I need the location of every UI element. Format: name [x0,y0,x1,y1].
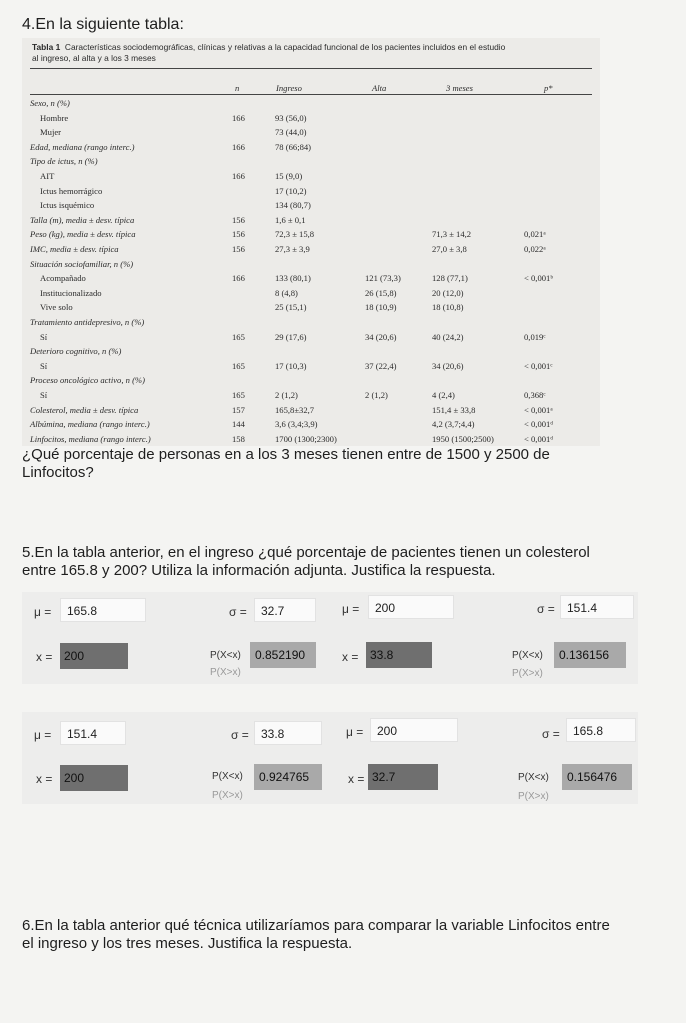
table-cell-ingreso: 17 (10,2) [275,185,307,196]
table-cell-n: 156 [232,229,245,240]
p2-greater-option[interactable]: P(X>x) [518,791,549,802]
table-cell-ingreso: 73 (44,0) [275,127,307,138]
table-cell-ingreso: 25 (15,1) [275,302,307,313]
table-cell-n: 166 [232,171,245,181]
table-cell-p: 0,368ᶜ [524,390,546,400]
x2-input[interactable]: 33.8 [366,642,432,668]
table-cell-ingreso: 1,6 ± 0,1 [275,214,306,225]
x-label: x = [36,650,53,664]
table-cell-n: 166 [232,141,245,152]
table-cell-ingreso: 15 (9,0) [275,171,303,181]
probability2-output: 0.156476 [562,764,632,790]
table-cell-p: < 0,001ᵇ [524,273,553,284]
table-cell-ingreso: 93 (56,0) [275,112,307,123]
table-cell-ingreso: 78 (66;84) [275,141,312,152]
table-row-label: Institucionalizado [40,287,102,298]
table-cell-ingreso: 29 (17,6) [275,331,307,342]
table-row-label: Acompañado [40,273,86,284]
table-cell-meses: 20 (12,0) [432,287,464,298]
table-cell-ingreso: 165,8±32,7 [275,404,315,415]
table-cell-meses: 128 (77,1) [432,273,468,284]
x2-label: x = [348,772,365,786]
mu2-label: μ = [346,725,364,739]
table-cell-p: < 0,001ᵈ [524,433,554,444]
table-cell-p: 0,019ᶜ [524,331,546,342]
table-row-label: Situación sociofamiliar, n (%) [30,258,134,269]
table-cell-n: 158 [232,433,245,444]
table-row-label: Linfocitos, mediana (rango interc.) [30,433,151,444]
table-cell-n: 156 [232,244,245,254]
table-cell-meses: 151,4 ± 33,8 [432,404,476,415]
probability-output: 0.924765 [254,764,322,790]
table-row-label: Tipo de ictus, n (%) [30,156,98,167]
normal-calculator-1 [22,592,638,684]
q6-line2: el ingreso y los tres meses. Justifica la respuesta. [22,935,353,952]
table-row-label: Edad, mediana (rango interc.) [30,141,135,152]
p-greater-option[interactable]: P(X>x) [210,667,241,678]
table-cell-alta: 34 (20,6) [365,331,397,342]
table-row-label: IMC, media ± desv. típica [30,244,119,254]
x-label: x = [36,772,53,786]
table-cell-p: < 0,001ᶜ [524,360,553,371]
table-cell-n: 156 [232,214,245,225]
table-cell-meses: 4 (2,4) [432,390,455,400]
mu2-label: μ = [342,602,360,616]
mu2-input[interactable]: 200 [368,595,454,619]
p2-less-option[interactable]: P(X<x) [512,650,543,661]
table-cell-n: 166 [232,273,245,284]
q4-heading: 4.En la siguiente tabla: [22,16,184,33]
table-row-label: Sí [40,331,48,342]
table-cell-alta: 37 (22,4) [365,360,397,371]
table-cell-ingreso: 1700 (1300;2300) [275,433,337,444]
table-cell-ingreso: 3,6 (3,4;3,9) [275,419,318,430]
table-cell-p: 0,021ᵃ [524,229,546,240]
sigma-input[interactable]: 32.7 [254,598,316,622]
p-greater-option[interactable]: P(X>x) [212,790,243,801]
q5-line2: entre 165.8 y 200? Utiliza la información adjunta. Justifica la respuesta. [22,562,496,579]
table-row-label: AIT [40,171,55,181]
table-row-label: Ictus hemorrágico [40,185,103,196]
sigma2-label: σ = [537,602,555,616]
table-row-label: Deterioro cognitivo, n (%) [30,346,122,357]
table-caption-text: Características sociodemográficas, clínicas y relativas a la capacidad funcional de los pacientes incluidos en el estudio [64,42,506,52]
table-cell-p: < 0,001ᵈ [524,419,554,430]
table-cell-alta: 26 (15,8) [365,287,397,298]
table-cell-alta: 121 (73,3) [365,273,401,284]
q5-line1: 5.En la tabla anterior, en el ingreso ¿qué porcentaje de pacientes tienen un colesterol [22,544,590,561]
sigma-label: σ = [229,605,247,619]
table-row-label: Tratamiento antidepresivo, n (%) [30,317,145,327]
table-top-rule [30,68,592,69]
table-cell-n: 165 [232,331,245,342]
x2-input[interactable]: 32.7 [368,764,438,790]
p2-less-option[interactable]: P(X<x) [518,772,549,783]
table-header-ingreso: Ingreso [276,83,302,93]
table-row-label: Mujer [40,127,62,138]
sigma2-label: σ = [542,727,560,741]
table-cell-ingreso: 72,3 ± 15,8 [275,229,315,240]
table-cell-ingreso: 27,3 ± 3,9 [275,244,310,254]
table-header-3meses: 3 meses [446,83,473,93]
table-cell-n: 144 [232,419,245,430]
sigma2-input[interactable]: 151.4 [560,595,634,619]
q4-question-line2: Linfocitos? [22,464,94,481]
table-row-label: Albúmina, mediana (rango interc.) [30,419,150,430]
x-input[interactable]: 200 [60,643,128,669]
p-less-option[interactable]: P(X<x) [210,650,241,661]
table-cell-alta: 2 (1,2) [365,390,388,400]
mu-label: μ = [34,728,52,742]
table-row-label: Talla (m), media ± desv. típica [30,214,135,225]
table-row-label: Vive solo [40,302,73,313]
p2-greater-option[interactable]: P(X>x) [512,668,543,679]
table-caption-line2: al ingreso, al alta y a los 3 meses [32,53,156,63]
sigma-input[interactable]: 33.8 [254,721,322,745]
table-row-label: Sexo, n (%) [30,98,70,108]
table-cell-n: 166 [232,112,245,123]
table-cell-meses: 4,2 (3,7;4,4) [432,419,475,430]
table-cell-n: 157 [232,404,245,415]
probability-output: 0.852190 [250,642,316,668]
q6-line1: 6.En la tabla anterior qué técnica utilizaríamos para comparar la variable Linfocitos entre [22,917,610,934]
table-header-p: p* [544,83,553,93]
table-row-label: Sí [40,390,48,400]
probability2-output: 0.136156 [554,642,626,668]
mu-input[interactable]: 151.4 [60,721,126,745]
table-cell-ingreso: 8 (4,8) [275,287,298,298]
table-header-rule [30,94,592,95]
table-cell-alta: 18 (10,9) [365,302,397,313]
table-cell-meses: 1950 (1500;2500) [432,433,494,444]
table-header-alta: Alta [372,83,387,93]
mu2-input[interactable]: 200 [370,718,458,742]
table-cell-ingreso: 2 (1,2) [275,390,298,400]
table-cell-p: 0,022ᵃ [524,244,546,254]
table-cell-meses: 71,3 ± 14,2 [432,229,472,240]
table-cell-ingreso: 134 (80,7) [275,200,311,211]
table-cell-meses: 18 (10,8) [432,302,464,313]
table-header-n: n [235,83,240,93]
q4-question-line1: ¿Qué porcentaje de personas en a los 3 meses tienen entre de 1500 y 2500 de [22,446,550,463]
table-cell-meses: 34 (20,6) [432,360,464,371]
normal-calculator-2 [22,712,638,804]
table-row-label: Hombre [40,112,69,123]
table-cell-ingreso: 133 (80,1) [275,273,311,284]
table-caption-label: Tabla 1 [32,42,61,52]
x-input[interactable]: 200 [60,765,128,791]
sigma2-input[interactable]: 165.8 [566,718,636,742]
table-row-label: Ictus isquémico [40,200,95,211]
sigma-label: σ = [231,728,249,742]
x2-label: x = [342,650,359,664]
table-row-label: Proceso oncológico activo, n (%) [30,375,145,386]
table-caption [32,42,505,52]
table-row-label: Peso (kg), media ± desv. típica [30,229,136,240]
table-cell-meses: 27,0 ± 3,8 [432,244,467,254]
table-cell-n: 165 [232,360,245,371]
table-cell-p: < 0,001ᵃ [524,404,553,415]
mu-label: μ = [34,605,52,619]
table-row-label: Sí [40,360,48,371]
mu-input[interactable]: 165.8 [60,598,146,622]
demographics-table [22,38,600,446]
table-row-label: Colesterol, media ± desv. típica [30,404,139,415]
table-cell-ingreso: 17 (10,3) [275,360,307,371]
p-less-option[interactable]: P(X<x) [212,771,243,782]
table-cell-meses: 40 (24,2) [432,331,464,342]
table-cell-n: 165 [232,390,245,400]
